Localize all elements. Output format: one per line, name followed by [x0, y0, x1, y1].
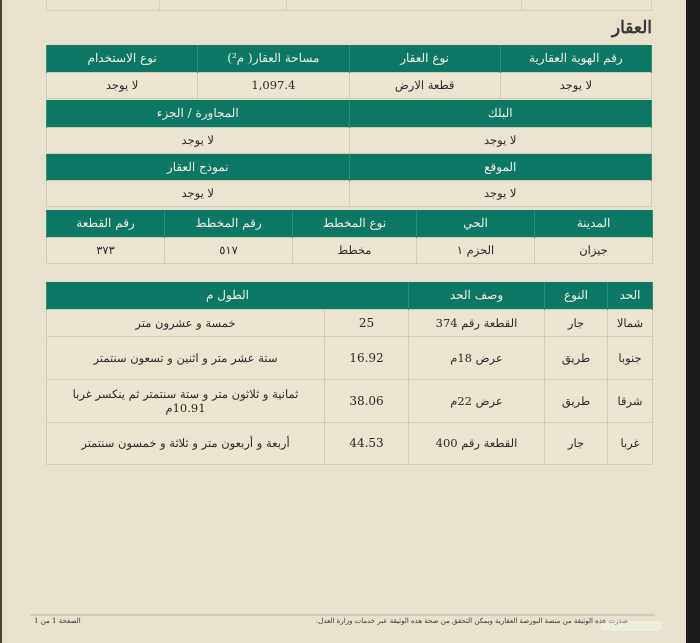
- table-row: [47, 180, 652, 206]
- value-property-model: لا يوجد: [47, 180, 350, 206]
- value-neighborhood-part: لا يوجد: [47, 127, 350, 153]
- value-block: لا يوجد: [349, 127, 652, 153]
- header-property-type: نوع العقار: [349, 45, 500, 72]
- value-plot-number: ٣٧٣: [47, 237, 165, 263]
- table-header-row: [47, 282, 653, 309]
- left-edge: [0, 0, 2, 643]
- header-plan-number: رقم المخطط: [165, 210, 293, 237]
- boundary-direction: جنوبا: [608, 336, 653, 379]
- table-row: [47, 336, 653, 379]
- header-property-model: نموذج العقار: [47, 153, 350, 180]
- header-location: الموقع: [349, 153, 652, 180]
- header-neighborhood-part: المجاورة / الجزء: [47, 100, 350, 127]
- boundary-length-text: خمسة و عشرون متر: [47, 309, 325, 336]
- boundary-direction: غربا: [608, 422, 653, 464]
- boundary-length-text: ستة عشر متر و اثنين و تسعون سنتمتر: [47, 336, 325, 379]
- header-length: الطول م: [47, 282, 409, 309]
- value-city: جيزان: [535, 237, 653, 263]
- header-district: الحي: [417, 210, 535, 237]
- footer-divider: [30, 614, 655, 616]
- boundary-type: طريق: [545, 379, 608, 422]
- boundary-length: 25: [325, 309, 409, 336]
- boundary-description: عرض 22م: [409, 379, 545, 422]
- property-info-table: [46, 45, 652, 99]
- window-edge: [686, 0, 700, 643]
- boundary-length: 44.53: [325, 422, 409, 464]
- value-usage-type: لا يوجد: [47, 72, 198, 98]
- boundary-type: طريق: [545, 336, 608, 379]
- boundaries-table: [46, 282, 653, 465]
- table-row: [47, 127, 652, 153]
- header-property-id: رقم الهوية العقارية: [500, 45, 651, 72]
- table-header-row: [47, 100, 652, 127]
- header-property-area: مساحة العقار( م²): [198, 45, 349, 72]
- table-row: [47, 309, 653, 336]
- value-plan-number: ٥١٧: [165, 237, 293, 263]
- page-number: الصفحة 1 من 1: [34, 617, 81, 625]
- boundary-type: جار: [545, 309, 608, 336]
- previous-table-fragment: [46, 0, 652, 11]
- value-property-type: قطعة الارض: [349, 72, 500, 98]
- boundary-length: 38.06: [325, 379, 409, 422]
- table-header-row: [47, 45, 652, 72]
- table-row: [47, 422, 653, 464]
- header-block: البلك: [349, 100, 652, 127]
- watermark-logo: [600, 621, 662, 631]
- boundary-description: عرض 18م: [409, 336, 545, 379]
- header-usage-type: نوع الاستخدام: [47, 45, 198, 72]
- table-row: [47, 72, 652, 98]
- header-plot-number: رقم القطعة: [47, 210, 165, 237]
- table-row: [47, 237, 653, 263]
- footer-notice: صدرت هذه الوثيقة من منصة البورصة العقارية ويمكن التحقق من صحة هذه الوثيقة عبر خدمات وزارة العدل.: [316, 617, 628, 625]
- header-city: المدينة: [535, 210, 653, 237]
- table-header-row: [47, 153, 652, 180]
- table-header-row: [47, 210, 653, 237]
- boundary-length: 16.92: [325, 336, 409, 379]
- header-plan-type: نوع المخطط: [293, 210, 417, 237]
- table-row: [47, 379, 653, 422]
- block-info-table: [46, 100, 652, 207]
- boundary-direction: شرقا: [608, 379, 653, 422]
- header-boundary-description: وصف الحد: [409, 282, 545, 309]
- header-boundary: الحد: [608, 282, 653, 309]
- value-plan-type: مخطط: [293, 237, 417, 263]
- location-info-table: [46, 210, 653, 264]
- boundary-length-text: أربعة و أربعون متر و ثلاثة و خمسون سنتمتر: [47, 422, 325, 464]
- boundary-direction: شمالا: [608, 309, 653, 336]
- header-type: النوع: [545, 282, 608, 309]
- boundary-type: جار: [545, 422, 608, 464]
- value-property-area: 1,097.4: [198, 72, 349, 98]
- value-property-id: لا يوجد: [500, 72, 651, 98]
- boundary-description: القطعة رقم 374: [409, 309, 545, 336]
- section-title: العقار: [611, 18, 652, 38]
- value-district: الحزم ١: [417, 237, 535, 263]
- boundary-description: القطعة رقم 400: [409, 422, 545, 464]
- boundary-length-text: ثمانية و ثلاثون متر و ستة سنتمتر ثم ينكسر غربا 10.91م: [47, 379, 325, 422]
- value-location: لا يوجد: [349, 180, 652, 206]
